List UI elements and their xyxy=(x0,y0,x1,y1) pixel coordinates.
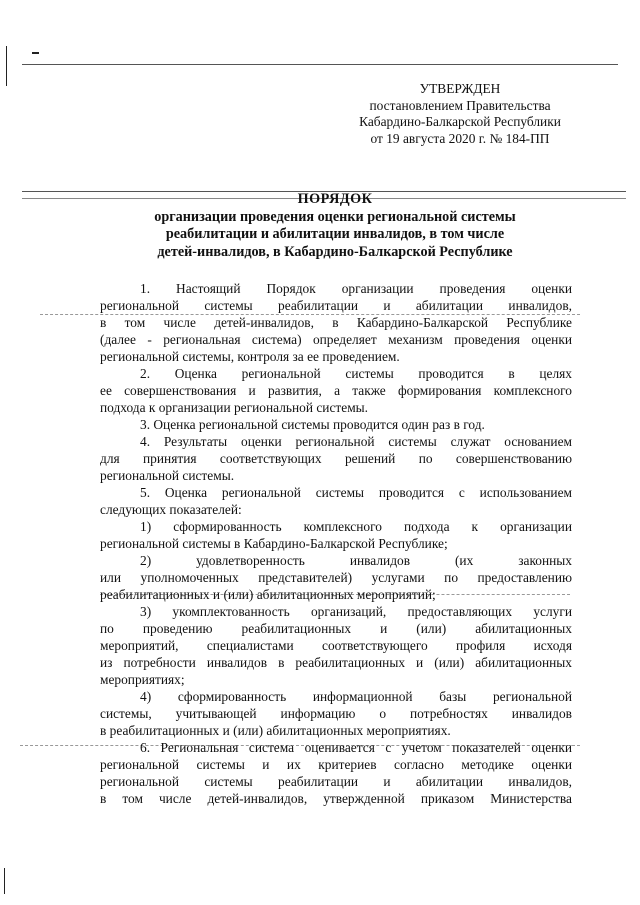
body-line: подхода к организации региональной системы. xyxy=(100,400,369,415)
body-line: 2. Оценка региональной системы проводится в целях xyxy=(140,366,572,381)
body-line: региональной системы реабилитации и абилитации инвалидов, xyxy=(100,298,572,313)
approval-line: Кабардино-Балкарской Республики xyxy=(359,114,561,129)
body-line: 3. Оценка региональной системы проводится один раз в год. xyxy=(140,417,485,432)
body-line: региональной системы реабилитации и абилитации инвалидов, xyxy=(100,774,572,789)
body-line: в реабилитационных и (или) абилитационных мероприятиях. xyxy=(100,723,451,738)
body-line: 4. Результаты оценки региональной системы служат основанием xyxy=(140,434,572,449)
approval-line: УТВЕРЖДЕН xyxy=(419,81,501,96)
body-line: по проведению реабилитационных и (или) абилитационных xyxy=(100,621,572,636)
left-margin-mark-bottom xyxy=(4,868,5,894)
body-line: 6. Региональная система оценивается с учетом показателей оценки xyxy=(140,740,572,755)
body-line: региональной системы и их критериев согласно методике оценки xyxy=(100,757,572,772)
body-line: из потребности инвалидов в реабилитационных и (или) абилитационных xyxy=(100,655,572,670)
body-line: 1. Настоящий Порядок организации проведения оценки xyxy=(140,281,572,296)
body-line: 4) сформированность информационной базы региональной xyxy=(140,689,572,704)
body-line: реабилитационных и (или) абилитационных мероприятий; xyxy=(100,587,436,602)
title-subtitle-line: реабилитации и абилитации инвалидов, в том числе xyxy=(165,226,505,242)
punch-tick xyxy=(32,52,39,54)
body-text xyxy=(100,280,572,807)
body-line: 1) сформированность комплексного подхода к организации xyxy=(140,519,572,534)
body-line: мероприятий, специалистами соответствующего профиля исходя xyxy=(100,638,572,653)
body-line: 2) удовлетворенность инвалидов (их законных xyxy=(140,553,572,568)
document-title xyxy=(100,191,570,261)
body-line: следующих показателей: xyxy=(100,502,242,517)
body-line: для принятия соответствующих решений по совершенствованию xyxy=(100,451,572,466)
title-heading: ПОРЯДОК xyxy=(297,191,373,207)
body-line: региональной системы в Кабардино-Балкарской Республике; xyxy=(100,536,448,551)
title-subtitle-line: детей-инвалидов, в Кабардино-Балкарской Республике xyxy=(157,243,513,260)
body-line: (далее - региональная система) определяет механизм проведения оценки xyxy=(100,332,572,347)
body-line: в том числе детей-инвалидов, утвержденной приказом Министерства xyxy=(100,791,572,806)
body-line: мероприятиях; xyxy=(100,672,185,687)
body-line: региональной системы, контроля за ее проведением. xyxy=(100,349,400,364)
body-line: в том числе детей-инвалидов, в Кабардино-Балкарской Республике xyxy=(100,315,572,330)
approval-block xyxy=(330,81,590,147)
body-line: 5. Оценка региональной системы проводится с использованием xyxy=(140,485,572,500)
left-margin-mark-top xyxy=(6,46,7,86)
title-subtitle-line: организации проведения оценки региональной системы xyxy=(154,208,516,225)
scan-line-top xyxy=(22,64,618,65)
body-line: региональной системы. xyxy=(100,468,235,483)
approval-line: от 19 августа 2020 г. № 184-ПП xyxy=(370,130,550,146)
body-line: системы, учитывающей информацию о потребностях инвалидов xyxy=(100,706,572,721)
approval-line: постановлением Правительства xyxy=(369,97,551,113)
body-line: или уполномоченных представителей) услугами по предоставлению xyxy=(100,570,572,585)
body-line: 3) укомплектованность организаций, предоставляющих услуги xyxy=(140,604,572,619)
body-line: ее совершенствования и развития, а также формирования комплексного xyxy=(100,383,572,398)
